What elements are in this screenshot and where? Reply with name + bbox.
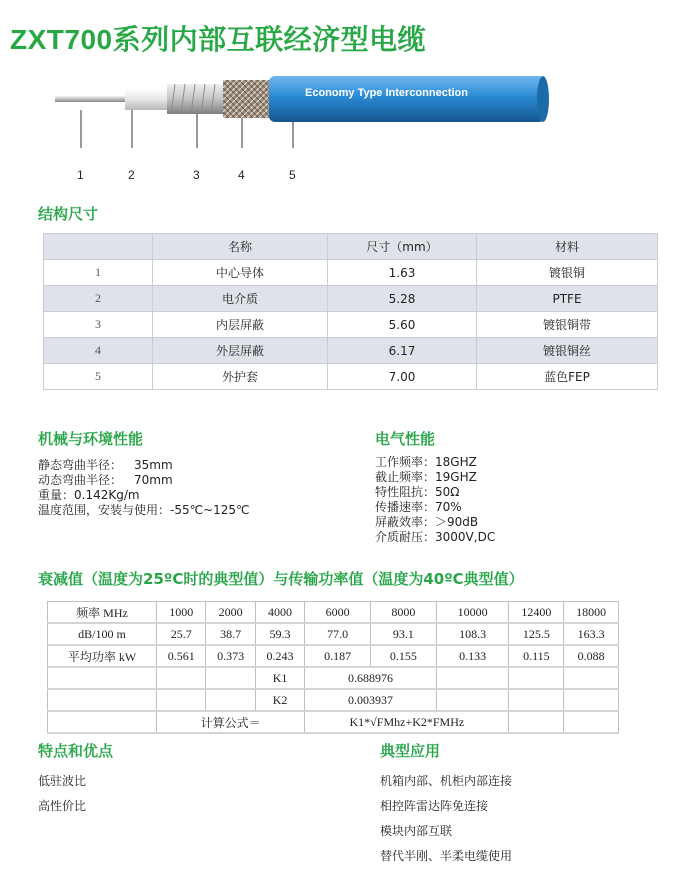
mechanical-heading: 机械与环境性能	[38, 430, 144, 448]
electrical-heading: 电气性能	[375, 430, 436, 448]
formula-label: 计算公式＝	[157, 711, 305, 733]
feature-item: 高性价比	[38, 799, 87, 813]
freq-cell: 2000	[206, 602, 255, 624]
application-item: 机箱内部、机柜内部连接	[380, 774, 513, 788]
jacket-text: Economy Type Interconnection	[305, 87, 468, 99]
freq-cell: 10000	[436, 602, 509, 624]
table-row	[44, 364, 658, 390]
table-row	[44, 338, 658, 364]
features-heading: 特点和优点	[38, 742, 114, 760]
power-cell: 0.187	[305, 645, 371, 667]
k2-value: 0.003937	[305, 689, 436, 711]
freq-cell: 1000	[157, 602, 206, 624]
row-index: 3	[44, 312, 153, 338]
freq-cell: 6000	[305, 602, 371, 624]
mechanical-list	[38, 458, 250, 518]
table-header-row	[44, 234, 658, 260]
power-cell: 0.115	[509, 645, 564, 667]
db-row	[48, 623, 619, 645]
freq-row	[48, 602, 619, 624]
freq-label: 频率 MHz	[48, 602, 157, 624]
attenuation-table	[47, 601, 619, 734]
structure-heading: 结构尺寸	[38, 205, 99, 223]
row-index: 1	[44, 260, 153, 286]
k1-label: K1	[255, 667, 304, 689]
power-cell: 0.155	[370, 645, 436, 667]
inner-shield	[167, 84, 227, 114]
table-row	[44, 286, 658, 312]
application-item: 相控阵雷达阵免连接	[380, 799, 489, 813]
header-size: 尺寸（mm）	[328, 234, 477, 260]
application-item: 替代半刚、半柔电缆使用	[380, 849, 513, 863]
row-material: PTFE	[477, 286, 658, 312]
callout-3: 3	[193, 168, 200, 182]
db-cell: 93.1	[370, 623, 436, 645]
table-row	[44, 312, 658, 338]
freq-cell: 12400	[509, 602, 564, 624]
db-cell: 108.3	[436, 623, 509, 645]
db-cell: 77.0	[305, 623, 371, 645]
k2-label: K2	[255, 689, 304, 711]
mech-item: 重量：0.142Kg/m	[38, 488, 140, 502]
callout-2: 2	[128, 168, 135, 182]
row-index: 2	[44, 286, 153, 312]
outer-jacket	[269, 76, 545, 122]
row-size: 1.63	[328, 260, 477, 286]
header-material: 材料	[477, 234, 658, 260]
power-row	[48, 645, 619, 667]
elec-item: 截止频率：19GHZ	[375, 470, 477, 484]
elec-item: 介质耐压：3000V,DC	[375, 530, 496, 544]
header-name: 名称	[153, 234, 328, 260]
callout-5: 5	[289, 168, 296, 182]
formula-value: K1*√FMhz+K2*FMHz	[305, 711, 509, 733]
callout-1: 1	[77, 168, 84, 182]
db-cell: 59.3	[255, 623, 304, 645]
elec-item: 特性阻抗：50Ω	[375, 485, 460, 499]
row-index: 5	[44, 364, 153, 390]
row-index: 4	[44, 338, 153, 364]
elec-item: 工作频率：18GHZ	[375, 455, 477, 469]
center-conductor	[55, 96, 130, 102]
row-material: 镀银铜	[477, 260, 658, 286]
row-name: 内层屏蔽	[153, 312, 328, 338]
mech-item: 动态弯曲半径： 70mm	[38, 473, 173, 487]
structure-table	[43, 233, 658, 390]
attenuation-heading: 衰减值（温度为25ºC时的典型值）与传输功率值（温度为40ºC典型值）	[38, 570, 524, 588]
formula-row	[48, 711, 619, 733]
mech-item: 温度范围，安装与使用：-55℃~125℃	[38, 503, 250, 517]
dielectric	[125, 88, 170, 110]
row-name: 电介质	[153, 286, 328, 312]
page-title: ZXT700系列内部互联经济型电缆	[10, 24, 427, 55]
elec-item: 屏蔽效率：＞90dB	[375, 515, 479, 529]
row-size: 6.17	[328, 338, 477, 364]
mech-item: 静态弯曲半径： 35mm	[38, 458, 173, 472]
outer-shield	[223, 80, 271, 118]
application-item: 模块内部互联	[380, 824, 453, 838]
k1-value: 0.688976	[305, 667, 436, 689]
freq-cell: 8000	[370, 602, 436, 624]
row-size: 7.00	[328, 364, 477, 390]
callout-4: 4	[238, 168, 245, 182]
row-size: 5.28	[328, 286, 477, 312]
applications-heading: 典型应用	[380, 742, 441, 760]
power-cell: 0.133	[436, 645, 509, 667]
header-index	[44, 234, 153, 260]
freq-cell: 4000	[255, 602, 304, 624]
feature-item: 低驻波比	[38, 774, 87, 788]
db-cell: 38.7	[206, 623, 255, 645]
power-label: 平均功率 kW	[48, 645, 157, 667]
row-size: 5.60	[328, 312, 477, 338]
row-material: 镀银铜带	[477, 312, 658, 338]
row-material: 蓝色FEP	[477, 364, 658, 390]
row-name: 外层屏蔽	[153, 338, 328, 364]
electrical-list	[375, 455, 495, 545]
row-name: 中心导体	[153, 260, 328, 286]
db-cell: 25.7	[157, 623, 206, 645]
power-cell: 0.561	[157, 645, 206, 667]
db-label: dB/100 m	[48, 623, 157, 645]
k2-row	[48, 689, 619, 711]
row-name: 外护套	[153, 364, 328, 390]
elec-item: 传播速率：70%	[375, 500, 462, 514]
power-cell: 0.243	[255, 645, 304, 667]
db-cell: 163.3	[564, 623, 619, 645]
db-cell: 125.5	[509, 623, 564, 645]
power-cell: 0.088	[564, 645, 619, 667]
table-row	[44, 260, 658, 286]
freq-cell: 18000	[564, 602, 619, 624]
k1-row	[48, 667, 619, 689]
row-material: 镀银铜丝	[477, 338, 658, 364]
power-cell: 0.373	[206, 645, 255, 667]
